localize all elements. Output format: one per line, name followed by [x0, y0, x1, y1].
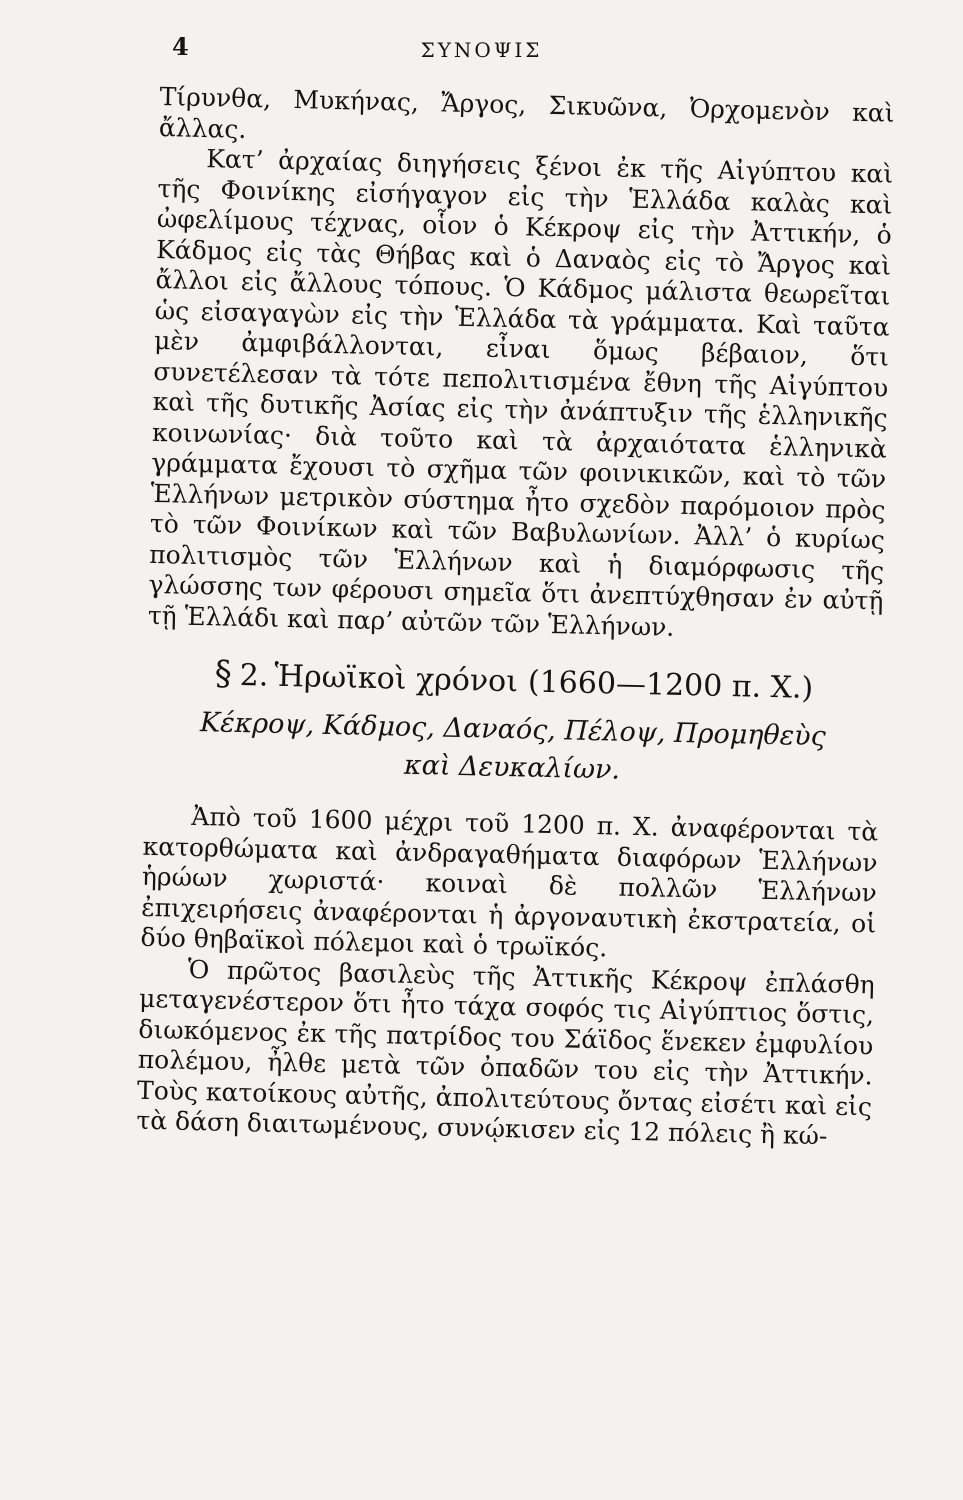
- section-subtitle: [144, 703, 881, 796]
- subtitle-line: Κέκροψ, Κάδμος, Δαναός, Πέλοψ, Προμηθεὺς: [199, 707, 827, 753]
- page-header: [0, 30, 963, 70]
- section-number: 2.: [239, 657, 269, 694]
- section-title: Ἡρωϊκοὶ χρόνοι: [273, 658, 519, 700]
- paragraph: Ὁ πρῶτος βασιλεὺς τῆς Ἀττικῆς Κέκροψ ἐπλάσθη μεταγενέστερον ὅτι ἦτο τάχα σοφός τις Αἰγύπτιος ὅστις, διωκόμενος ἐκ τῆς πατρίδος του Σάϊδος ἕνεκεν ἐμφυλίου πολέμου, ἦλθε μετὰ τῶν ὀπαδῶν του εἰς τὴν Ἀττικήν. Τοὺς κατοίκους αὐτῆς, ἀπολιτεύτους ὄντας εἰσέτι καὶ εἰς τὰ δάση διαιτωμένους, συνῴκισεν εἰς 12 πόλεις ἢ κώ-: [136, 954, 876, 1151]
- section-heading: [146, 653, 882, 710]
- paragraph: Ἀπὸ τοῦ 1600 μέχρι τοῦ 1200 π. Χ. ἀναφέρονται τὰ κατορθώματα καὶ ἀνδραγαθήματα διαφόρων Ἑλλήνων ἡρώων χωριστά· κοιναὶ δὲ πολλῶν Ἑλλήνων ἐπιχειρήσεις ἀναφέρονται ἡ ἀργοναυτικὴ ἐκστρατεία, οἱ δύο θηβαϊκοὶ πόλεμοι καὶ ὁ τρωϊκός.: [140, 801, 879, 963]
- running-title: ΣΥΝΟΨΙΣ: [420, 38, 543, 62]
- section-dates: (1660—1200 π. Χ.): [527, 664, 814, 706]
- page-content: [136, 82, 895, 1153]
- subtitle-line: καὶ Δευκαλίων.: [403, 749, 621, 786]
- page-number: 4: [172, 32, 189, 61]
- paragraph: Κατ’ ἀρχαίας διηγήσεις ξένοι ἐκ τῆς Αἰγύπτου καὶ τῆς Φοινίκης εἰσήγαγον εἰς τὴν Ἑλλάδα καλὰς καὶ ὠφελίμους τέχνας, οἷον ὁ Κέκροψ εἰς τὴν Ἀττικήν, ὁ Κάδμος εἰς τὰς Θήβας καὶ ὁ Δαναὸς εἰς τὸ Ἄργος καὶ ἄλλοι εἰς ἄλλους τόπους. Ὁ Κάδμος μάλιστα θεωρεῖται ὡς εἰσαγαγὼν εἰς τὴν Ἑλλάδα τὰ γράμματα. Καὶ ταῦτα μὲν ἀμφιβάλλονται, εἶναι ὅμως βέβαιον, ὅτι συνετέλεσαν τὰ τότε πεπολιτισμένα ἔθνη τῆς Αἰγύπτου καὶ τῆς δυτικῆς Ἀσίας εἰς τὴν ἀνάπτυξιν τῆς ἑλληνικῆς κοινωνίας· διὰ τοῦτο καὶ τὰ ἀρχαιότατα ἑλληνικὰ γράμματα ἔχουσι τὸ σχῆμα τῶν φοινικικῶν, καὶ τὸ τῶν Ἑλλήνων μετρικὸν σύστημα ἦτο σχεδὸν παρόμοιον πρὸς τὸ τῶν Φοινίκων καὶ τῶν Βαβυλωνίων. Ἀλλ’ ὁ κυρίως πολιτισμὸς τῶν Ἑλλήνων καὶ ἡ διαμόρφωσις τῆς γλώσσης των φέρουσι σημεῖα ὅτι ἀνεπτύχθησαν ἐν αὐτῇ τῇ Ἑλλάδι καὶ παρ’ αὐτῶν τῶν Ἑλλήνων.: [147, 144, 894, 642]
- section-symbol: §: [214, 653, 233, 694]
- paragraph: Τίρυνθα, Μυκήνας, Ἄργος, Σικυῶνα, Ὀρχομενὸν καὶ ἄλλας.: [158, 82, 895, 144]
